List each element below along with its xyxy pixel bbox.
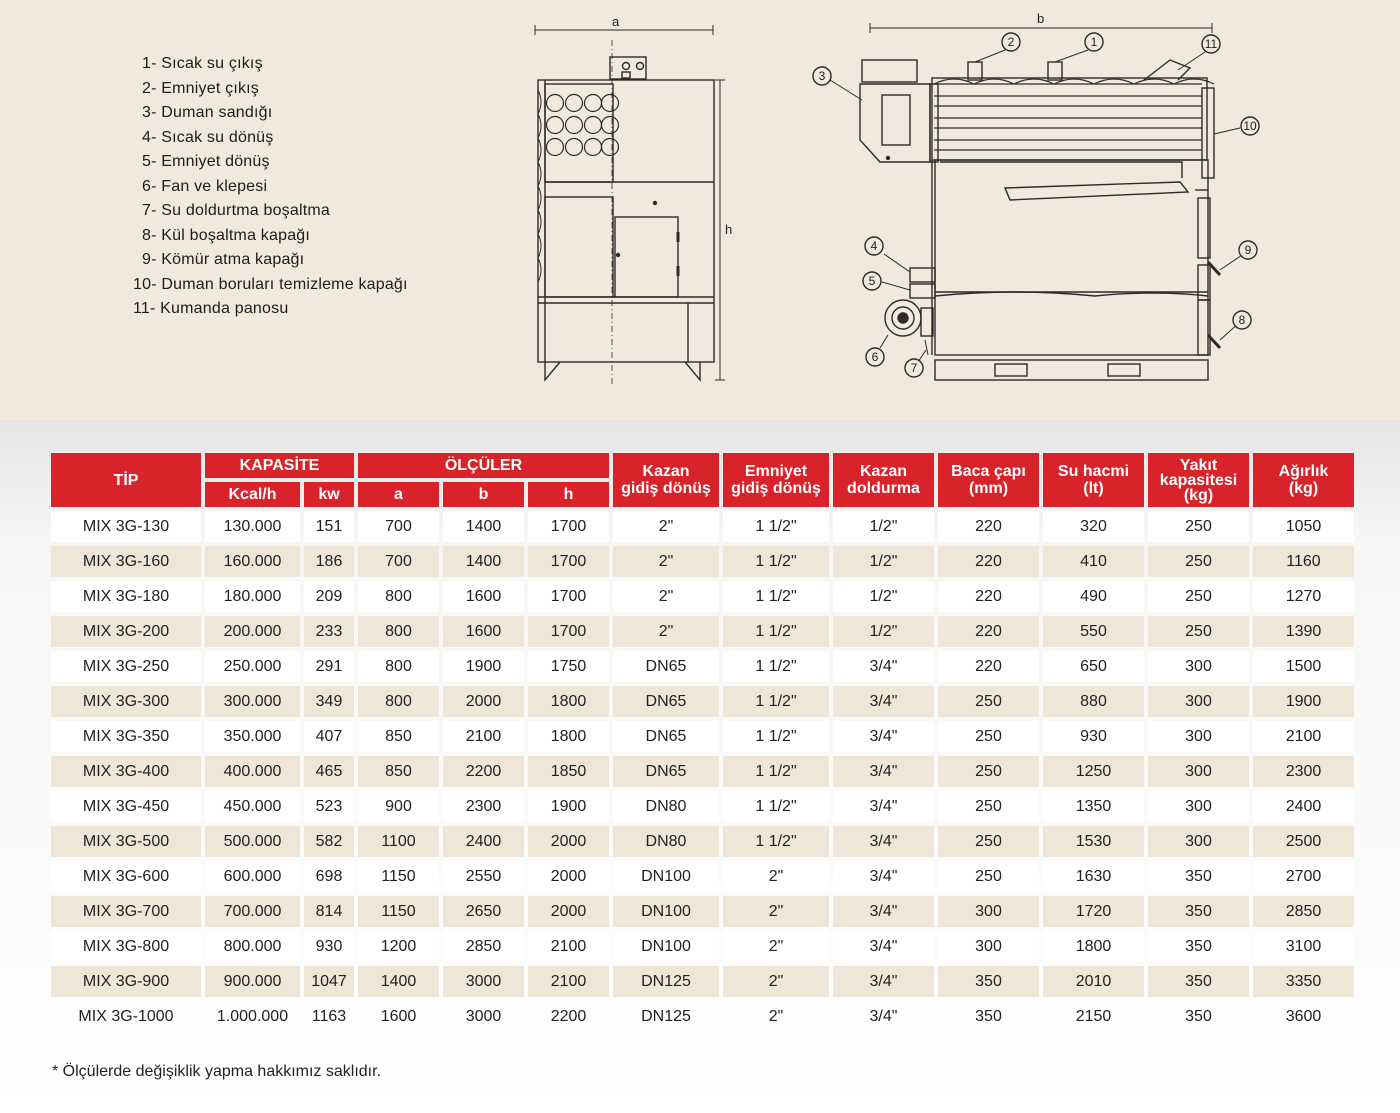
cell-agirlik: 2500 <box>1253 826 1354 857</box>
cell-doldurma: 3/4" <box>833 896 934 927</box>
cell-kcal: 800.000 <box>205 931 300 962</box>
cell-a: 1150 <box>358 861 439 892</box>
header-tip: TİP <box>51 453 201 507</box>
cell-su-hacmi: 1630 <box>1043 861 1144 892</box>
cell-yakit: 350 <box>1185 1007 1212 1025</box>
dim-a-label: a <box>612 14 620 29</box>
legend-item: 6- Fan ve klepesi <box>142 177 268 195</box>
legend-item: 8- Kül boşaltma kapağı <box>142 226 311 244</box>
cell-kcal: 160.000 <box>205 546 300 577</box>
cell-b: 2100 <box>443 721 524 752</box>
cell-emniyet: 1 1/2" <box>723 581 829 612</box>
cell-h: 1700 <box>528 511 609 542</box>
cell-a: 1200 <box>358 931 439 962</box>
cell-h: 1700 <box>528 581 609 612</box>
cell-kcal: 300.000 <box>205 686 300 717</box>
callout-8: 8 <box>1238 313 1246 327</box>
cell-baca: 250 <box>938 826 1039 857</box>
spec-table-body <box>51 511 1354 1032</box>
cell-kazan-gidis: 2" <box>613 581 719 612</box>
cell-a: 1400 <box>358 966 439 997</box>
cell-doldurma: 3/4" <box>833 966 934 997</box>
header-kazan-gidis: Kazan gidiş dönüş <box>613 453 719 507</box>
callout-9: 9 <box>1244 243 1252 257</box>
cell-su-hacmi: 2010 <box>1043 966 1144 997</box>
cell-doldurma: 3/4" <box>833 651 934 682</box>
table-row <box>51 791 1354 822</box>
cell-kcal: 350.000 <box>205 721 300 752</box>
legend-item: 11- Kumanda panosu <box>133 300 289 317</box>
cell-kazan-gidis: DN125 <box>613 966 719 997</box>
cell-kazan-gidis: DN80 <box>613 826 719 857</box>
legend-item: 10- Duman boruları temizleme kapağı <box>133 275 408 293</box>
header-b: b <box>443 482 524 507</box>
cell-agirlik: 2300 <box>1253 756 1354 787</box>
cell-kcal: 250.000 <box>205 651 300 682</box>
cell-su-hacmi: 1800 <box>1043 931 1144 962</box>
cell-yakit: 300 <box>1148 721 1249 752</box>
cell-doldurma: 1/2" <box>833 546 934 577</box>
cell-doldurma: 1/2" <box>833 616 934 647</box>
cell-yakit: 250 <box>1148 616 1249 647</box>
cell-doldurma: 3/4" <box>833 931 934 962</box>
callout-3: 3 <box>818 69 826 83</box>
table-row <box>51 896 1354 927</box>
header-a: a <box>358 482 439 507</box>
cell-baca: 220 <box>938 651 1039 682</box>
cell-a: 1150 <box>358 896 439 927</box>
cell-b: 2650 <box>443 896 524 927</box>
cell-a: 850 <box>358 756 439 787</box>
cell-h: 1700 <box>528 616 609 647</box>
cell-kazan-gidis: DN65 <box>613 686 719 717</box>
cell-agirlik: 3100 <box>1253 931 1354 962</box>
cell-tip: MIX 3G-250 <box>51 651 201 682</box>
cell-yakit: 250 <box>1148 581 1249 612</box>
legend-item: 1- Sıcak su çıkış <box>142 55 263 72</box>
cell-kcal: 700.000 <box>205 896 300 927</box>
cell-kazan-gidis: 2" <box>613 546 719 577</box>
cell-tip: MIX 3G-600 <box>51 861 201 892</box>
callout-10: 10 <box>1243 119 1257 133</box>
disclaimer-note: * Ölçülerde değişiklik yapma hakkımız saklıdır. <box>52 1063 382 1080</box>
header-h: h <box>528 482 609 507</box>
cell-agirlik: 2400 <box>1253 791 1354 822</box>
header-su-hacmi: Su hacmi (lt) <box>1043 453 1144 507</box>
cell-b: 1600 <box>443 581 524 612</box>
callout-6: 6 <box>871 350 879 364</box>
cell-a: 1100 <box>358 826 439 857</box>
cell-agirlik: 1390 <box>1253 616 1354 647</box>
table-row <box>51 826 1354 857</box>
table-row <box>51 721 1354 752</box>
cell-su-hacmi: 930 <box>1043 721 1144 752</box>
cell-kw: 523 <box>304 791 354 822</box>
cell-su-hacmi: 880 <box>1043 686 1144 717</box>
cell-kw: 814 <box>304 896 354 927</box>
cell-h: 1750 <box>528 651 609 682</box>
cell-kw: 186 <box>304 546 354 577</box>
cell-emniyet: 1 1/2" <box>723 686 829 717</box>
cell-kcal: 400.000 <box>205 756 300 787</box>
cell-tip: MIX 3G-130 <box>51 511 201 542</box>
cell-emniyet: 2" <box>768 1007 784 1025</box>
cell-su-hacmi: 1350 <box>1043 791 1144 822</box>
parts-legend <box>133 52 408 322</box>
cell-yakit: 350 <box>1148 966 1249 997</box>
table-row <box>51 546 1354 577</box>
front-view-drawing <box>520 0 750 400</box>
cell-h: 2100 <box>528 931 609 962</box>
callout-7: 7 <box>910 361 918 375</box>
cell-agirlik: 1050 <box>1253 511 1354 542</box>
cell-b: 1900 <box>443 651 524 682</box>
legend-item: 7- Su doldurtma boşaltma <box>142 202 331 219</box>
cell-su-hacmi: 650 <box>1043 651 1144 682</box>
cell-kw: 291 <box>304 651 354 682</box>
cell-kcal: 450.000 <box>205 791 300 822</box>
table-row <box>51 581 1354 612</box>
cell-tip: MIX 3G-900 <box>51 966 201 997</box>
cell-agirlik: 3600 <box>1285 1007 1322 1025</box>
cell-kcal: 600.000 <box>205 861 300 892</box>
cell-kcal: 180.000 <box>205 581 300 612</box>
header-kapasite: KAPASİTE <box>205 453 354 478</box>
cell-yakit: 250 <box>1148 511 1249 542</box>
table-row <box>51 686 1354 717</box>
cell-yakit: 300 <box>1148 826 1249 857</box>
header-yakit: Yakıt kapasitesi (kg) <box>1148 453 1249 507</box>
cell-b: 2400 <box>443 826 524 857</box>
cell-baca: 250 <box>938 791 1039 822</box>
cell-kazan-gidis: DN65 <box>613 756 719 787</box>
header-olculer: ÖLÇÜLER <box>358 453 609 478</box>
cell-kazan-gidis: 2" <box>613 616 719 647</box>
cell-kw: 233 <box>304 616 354 647</box>
cell-emniyet: 1 1/2" <box>723 721 829 752</box>
cell-tip: MIX 3G-300 <box>51 686 201 717</box>
cell-emniyet: 2" <box>723 931 829 962</box>
header-agirlik: Ağırlık (kg) <box>1253 453 1354 507</box>
cell-h: 2000 <box>528 861 609 892</box>
legend-item: 2- Emniyet çıkış <box>142 79 260 97</box>
cell-b: 2000 <box>443 686 524 717</box>
callout-4: 4 <box>870 239 878 253</box>
cell-yakit: 350 <box>1148 861 1249 892</box>
table-row <box>51 651 1354 682</box>
cell-baca: 350 <box>975 1007 1002 1025</box>
table-row <box>51 616 1354 647</box>
cell-a: 800 <box>358 686 439 717</box>
header-baca: Baca çapı (mm) <box>938 453 1039 507</box>
table-row <box>51 966 1354 997</box>
cell-h: 1800 <box>528 721 609 752</box>
cell-kw: 1047 <box>304 966 354 997</box>
header-kazan-doldurma: Kazan doldurma <box>833 453 934 507</box>
cell-kazan-gidis: DN125 <box>641 1007 691 1025</box>
cell-h: 2000 <box>528 896 609 927</box>
cell-kazan-gidis: DN65 <box>613 721 719 752</box>
cell-baca: 220 <box>938 581 1039 612</box>
cell-kazan-gidis: DN65 <box>613 651 719 682</box>
callout-1: 1 <box>1090 35 1098 49</box>
cell-kw: 407 <box>304 721 354 752</box>
cell-h: 2000 <box>528 826 609 857</box>
cell-kcal: 1.000.000 <box>216 1007 289 1025</box>
cell-b: 3000 <box>443 966 524 997</box>
cell-baca: 350 <box>938 966 1039 997</box>
callout-11: 11 <box>1204 37 1218 51</box>
cell-su-hacmi: 1720 <box>1043 896 1144 927</box>
cell-emniyet: 1 1/2" <box>723 791 829 822</box>
legend-item: 4- Sıcak su dönüş <box>142 128 274 146</box>
cell-a: 850 <box>358 721 439 752</box>
cell-doldurma: 1/2" <box>833 581 934 612</box>
cell-b: 2550 <box>443 861 524 892</box>
cell-agirlik: 1500 <box>1253 651 1354 682</box>
cell-yakit: 250 <box>1148 546 1249 577</box>
cell-su-hacmi: 410 <box>1043 546 1144 577</box>
cell-kazan-gidis: DN100 <box>613 861 719 892</box>
cell-agirlik: 3350 <box>1253 966 1354 997</box>
cell-a: 900 <box>358 791 439 822</box>
cell-tip: MIX 3G-180 <box>51 581 201 612</box>
cell-su-hacmi: 1530 <box>1043 826 1144 857</box>
cell-kw: 698 <box>304 861 354 892</box>
cell-yakit: 350 <box>1148 931 1249 962</box>
cell-doldurma: 3/4" <box>833 721 934 752</box>
cell-emniyet: 2" <box>723 896 829 927</box>
cell-emniyet: 1 1/2" <box>723 616 829 647</box>
cell-b: 2300 <box>443 791 524 822</box>
cell-b: 2850 <box>443 931 524 962</box>
cell-doldurma: 3/4" <box>833 861 934 892</box>
cell-emniyet: 1 1/2" <box>723 756 829 787</box>
cell-tip: MIX 3G-800 <box>51 931 201 962</box>
cell-yakit: 300 <box>1148 686 1249 717</box>
cell-h: 2100 <box>528 966 609 997</box>
legend-item: 3- Duman sandığı <box>142 104 273 121</box>
cell-h: 1800 <box>528 686 609 717</box>
cell-baca: 250 <box>938 686 1039 717</box>
cell-doldurma: 3/4" <box>833 756 934 787</box>
cell-emniyet: 1 1/2" <box>723 511 829 542</box>
cell-a: 800 <box>358 581 439 612</box>
cell-emniyet: 1 1/2" <box>723 826 829 857</box>
cell-doldurma: 1/2" <box>833 511 934 542</box>
spec-table <box>47 449 1358 1036</box>
cell-baca: 300 <box>938 896 1039 927</box>
cell-h: 1700 <box>528 546 609 577</box>
cell-doldurma: 3/4" <box>869 1007 898 1025</box>
cell-yakit: 350 <box>1148 896 1249 927</box>
cell-b: 3000 <box>465 1007 502 1025</box>
cell-baca: 220 <box>938 616 1039 647</box>
cell-su-hacmi: 1250 <box>1043 756 1144 787</box>
cell-emniyet: 1 1/2" <box>723 546 829 577</box>
callout-2: 2 <box>1007 35 1015 49</box>
cell-baca: 220 <box>938 546 1039 577</box>
cell-tip: MIX 3G-160 <box>51 546 201 577</box>
cell-agirlik: 2100 <box>1253 721 1354 752</box>
cell-agirlik: 2850 <box>1253 896 1354 927</box>
cell-doldurma: 3/4" <box>833 791 934 822</box>
cell-b: 1400 <box>443 511 524 542</box>
cell-tip: MIX 3G-450 <box>51 791 201 822</box>
cell-agirlik: 2700 <box>1253 861 1354 892</box>
cell-h: 2200 <box>550 1007 587 1025</box>
cell-emniyet: 2" <box>723 861 829 892</box>
table-row <box>51 861 1354 892</box>
cell-tip: MIX 3G-700 <box>51 896 201 927</box>
side-view-drawing <box>800 0 1270 400</box>
header-emniyet: Emniyet gidiş dönüş <box>723 453 829 507</box>
cell-kcal: 500.000 <box>205 826 300 857</box>
cell-tip: MIX 3G-400 <box>51 756 201 787</box>
cell-kazan-gidis: 2" <box>613 511 719 542</box>
cell-emniyet: 1 1/2" <box>723 651 829 682</box>
cell-b: 2200 <box>443 756 524 787</box>
cell-agirlik: 1270 <box>1253 581 1354 612</box>
legend-item: 9- Kömür atma kapağı <box>142 251 305 268</box>
cell-kw: 465 <box>304 756 354 787</box>
cell-yakit: 300 <box>1148 791 1249 822</box>
cell-su-hacmi: 550 <box>1043 616 1144 647</box>
cell-baca: 220 <box>938 511 1039 542</box>
dim-b-label: b <box>1037 11 1045 26</box>
dim-h-label: h <box>725 222 733 237</box>
cell-b: 1600 <box>443 616 524 647</box>
table-row <box>51 756 1354 787</box>
cell-baca: 250 <box>938 721 1039 752</box>
cell-a: 700 <box>358 546 439 577</box>
cell-tip: MIX 3G-350 <box>51 721 201 752</box>
cell-kw: 209 <box>304 581 354 612</box>
cell-kw: 1163 <box>311 1007 347 1025</box>
cell-kazan-gidis: DN80 <box>613 791 719 822</box>
cell-kw: 349 <box>304 686 354 717</box>
cell-kcal: 900.000 <box>205 966 300 997</box>
cell-a: 1600 <box>380 1007 417 1025</box>
cell-a: 800 <box>358 616 439 647</box>
table-row <box>51 931 1354 962</box>
cell-su-hacmi: 2150 <box>1075 1007 1112 1025</box>
cell-su-hacmi: 490 <box>1043 581 1144 612</box>
cell-su-hacmi: 320 <box>1043 511 1144 542</box>
header-kw: kw <box>304 482 354 507</box>
cell-tip: MIX 3G-1000 <box>78 1007 174 1025</box>
cell-baca: 300 <box>938 931 1039 962</box>
cell-a: 800 <box>358 651 439 682</box>
cell-yakit: 300 <box>1148 651 1249 682</box>
cell-tip: MIX 3G-500 <box>51 826 201 857</box>
cell-doldurma: 3/4" <box>833 826 934 857</box>
cell-a: 700 <box>358 511 439 542</box>
cell-doldurma: 3/4" <box>833 686 934 717</box>
cell-kw: 930 <box>304 931 354 962</box>
cell-yakit: 300 <box>1148 756 1249 787</box>
cell-agirlik: 1160 <box>1253 546 1354 577</box>
cell-kcal: 200.000 <box>205 616 300 647</box>
legend-item: 5- Emniyet dönüş <box>142 153 270 170</box>
header-kcal: Kcal/h <box>205 482 300 507</box>
cell-kazan-gidis: DN100 <box>613 931 719 962</box>
cell-kcal: 130.000 <box>205 511 300 542</box>
table-row <box>51 511 1354 542</box>
table-row <box>51 1001 1354 1032</box>
cell-baca: 250 <box>938 756 1039 787</box>
cell-baca: 250 <box>938 861 1039 892</box>
callout-5: 5 <box>868 274 876 288</box>
cell-h: 1850 <box>528 756 609 787</box>
cell-b: 1400 <box>443 546 524 577</box>
cell-kw: 582 <box>304 826 354 857</box>
cell-emniyet: 2" <box>723 966 829 997</box>
cell-kazan-gidis: DN100 <box>613 896 719 927</box>
cell-tip: MIX 3G-200 <box>51 616 201 647</box>
cell-agirlik: 1900 <box>1253 686 1354 717</box>
cell-h: 1900 <box>528 791 609 822</box>
cell-kw: 151 <box>304 511 354 542</box>
